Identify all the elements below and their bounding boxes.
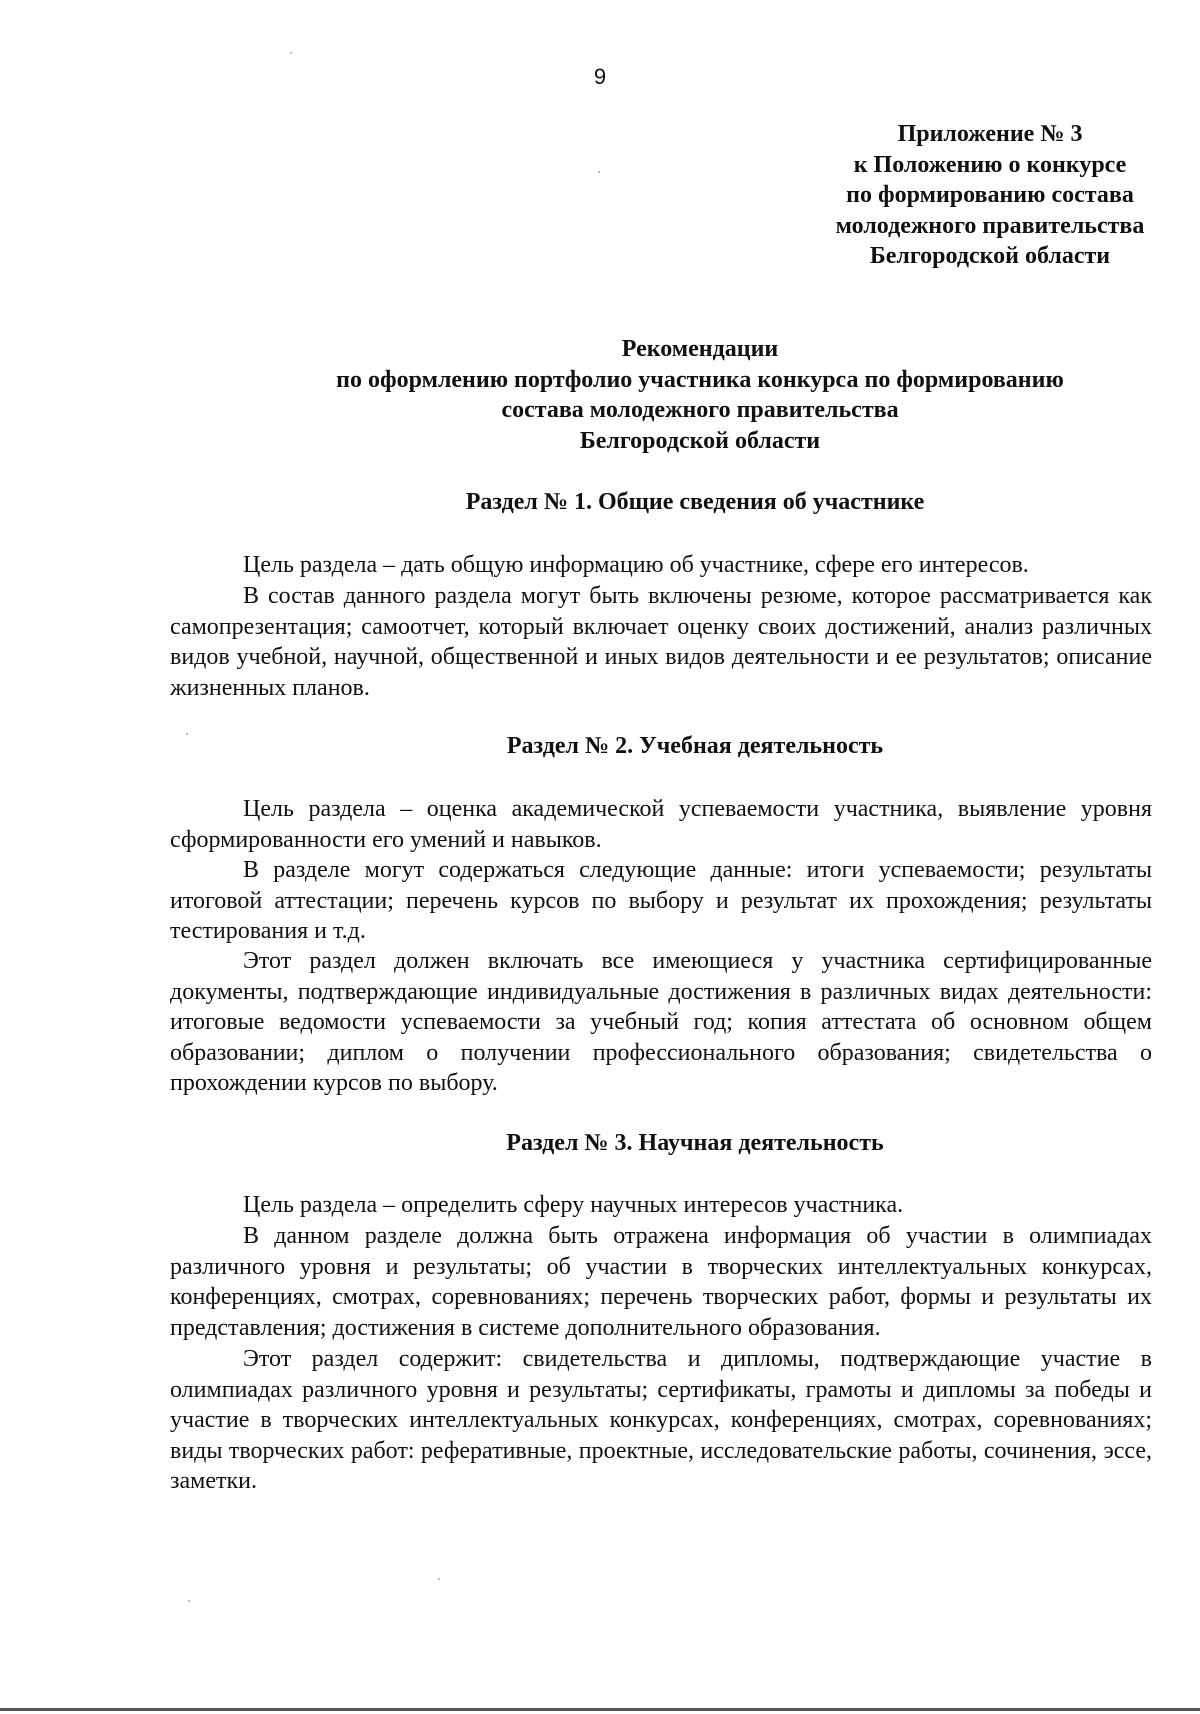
title-line: состава молодежного правительства [501, 397, 899, 423]
section-2-paragraph: Этот раздел должен включать все имеющиеся у участника сертифицированные документы, подтверждающие индивидуальные достижения в различных видах деятельности: итоговые ведомости успеваемости за учебный год; копия аттестата об основном общем образовании; диплом о получении профессионального образования; свидетельства о прохождении курсов по выбору. [170, 948, 1152, 1096]
title-line: Рекомендации [621, 336, 779, 362]
document-title [120, 334, 1200, 456]
section-1-paragraph: Цель раздела – дать общую информацию об участнике, сфере его интересов. [243, 552, 1029, 578]
scan-edge-line [0, 1708, 1200, 1711]
appendix-line: по формированию состава [846, 182, 1134, 208]
appendix-header [760, 119, 1200, 272]
title-line: по оформлению портфолио участника конкурса по формированию [336, 366, 1064, 393]
section-3-paragraph: Этот раздел содержит: свидетельства и дипломы, подтверждающие участие в олимпиадах различного уровня и результаты; сертификаты, грамоты и дипломы за победы и участие в творческих интеллектуальных конкурсах, конференциях, смотрах, соревнованиях; виды творческих работ: реферативные, проектные, исследовательские работы, сочинения, эссе, заметки. [170, 1346, 1152, 1494]
section-2-heading: Раздел № 2. Учебная деятельность [506, 733, 884, 759]
scan-speck [186, 733, 188, 735]
section-3-heading: Раздел № 3. Научная деятельность [506, 1130, 884, 1156]
section-3-paragraph: Цель раздела – определить сферу научных интересов участника. [243, 1192, 904, 1218]
scan-speck [438, 1578, 440, 1580]
scan-speck [188, 1600, 190, 1602]
section-1-heading: Раздел № 1. Общие сведения об участнике [465, 489, 925, 515]
scan-speck [598, 171, 600, 173]
title-line: Белгородской области [579, 427, 821, 454]
scan-speck [290, 52, 292, 54]
section-1-paragraph: В состав данного раздела могут быть включены резюме, которое рассматривается как самопрезентация; самоотчет, который включает оценку своих достижений, анализ различных видов учебной, научной, общественной и иных видов деятельности и ее результатов; описание жизненных планов. [170, 583, 1152, 701]
appendix-line: Приложение № 3 [897, 121, 1083, 147]
section-2-paragraph: В разделе могут содержаться следующие данные: итоги успеваемости; результаты итоговой аттестации; перечень курсов по выбору и результат их прохождения; результаты тестирования и т.д. [170, 857, 1152, 944]
section-2-paragraph: Цель раздела – оценка академической успеваемости участника, выявление уровня сформированности его умений и навыков. [170, 796, 1152, 853]
appendix-line: к Положению о конкурсе [853, 151, 1127, 178]
page-number: 9 [593, 64, 607, 89]
section-3-paragraph: В данном разделе должна быть отражена информация об участии в олимпиадах различного уровня и результаты; об участии в творческих интеллектуальных конкурсах, конференциях, смотрах, соревнованиях; перечень творческих работ, формы и результаты их представления; достижения в системе дополнительного образования. [170, 1223, 1152, 1341]
appendix-line: молодежного правительства [835, 212, 1145, 239]
appendix-line: Белгородской области [869, 243, 1111, 269]
